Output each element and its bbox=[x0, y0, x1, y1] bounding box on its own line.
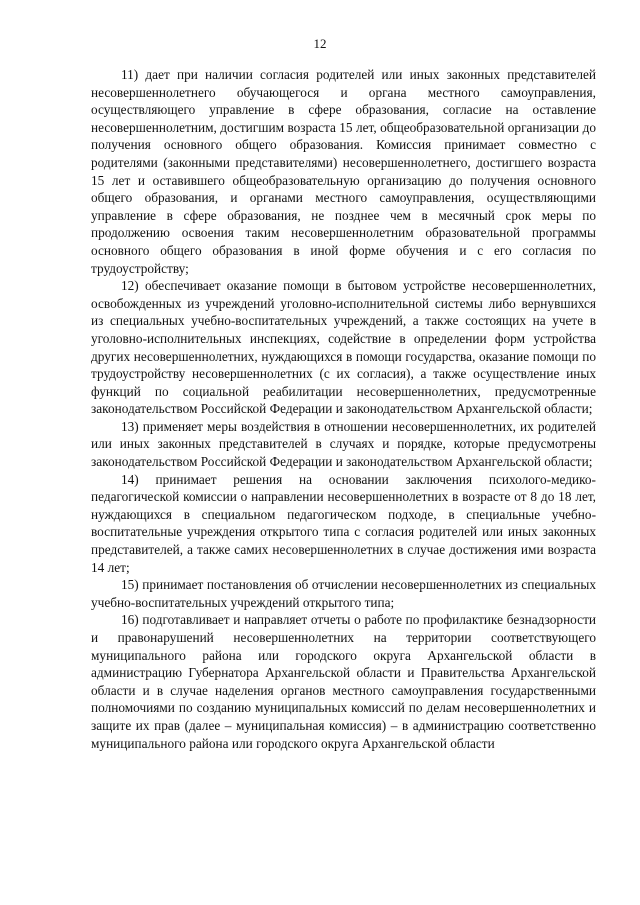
paragraph-item-11: 11) дает при наличии согласия родителей или иных законных представителей несовершеннолетнего обучающегося и органа местного самоуправления, осуществляющего управление в сфере образования, согласие на оставление несовершеннолетним, достигшим возраста 15 лет, общеобразовательной организации до получения основного общего образования. Комиссия принимает совместно с родителями (законными представителями) несовершеннолетнего, достигшего возраста 15 лет и оставившего общеобразовательную организацию до получения основного общего образования, и органами местного самоуправления, осуществляющими управление в сфере образования, не позднее чем в месячный срок меры по продолжению освоения таким несовершеннолетним образовательной программы основного общего образования в иной форме обучения и с его согласия по трудоустройству; bbox=[91, 67, 596, 276]
paragraph-item-14: 14) принимает решения на основании заключения психолого-медико-педагогической комиссии о направлении несовершеннолетних в возрасте от 8 до 18 лет, нуждающихся в специальном педагогическом подходе, в специальные учебно-воспитательные учреждения открытого типа с согласия родителей или иных законных представителей, а также самих несовершеннолетних в случае достижения ими возраста 14 лет; bbox=[91, 471, 596, 575]
paragraph-item-16: 16) подготавливает и направляет отчеты о работе по профилактике безнадзорности и правонарушений несовершеннолетних на территории соответствующего муниципального района или городского округа Архангельской области в администрацию Губернатора Архангельской области и Правительства Архангельской области и в случае наделения органов местного самоуправления государственными полномочиями по созданию муниципальных комиссий по делам несовершеннолетних и защите их прав (далее – муниципальная комиссия) – в администрацию соответственно муниципального района или городского округа Архангельской области bbox=[91, 612, 596, 751]
paragraph-item-13: 13) применяет меры воздействия в отношении несовершеннолетних, их родителей или иных законных представителей в случаях и порядке, которые предусмотрены законодательством Российской Федерации и законодательством Архангельской области; bbox=[91, 418, 596, 470]
page-number: 12 bbox=[313, 36, 327, 51]
paragraph-item-12: 12) обеспечивает оказание помощи в бытовом устройстве несовершеннолетних, освобожденных из учреждений уголовно-исполнительной системы либо вернувшихся из специальных учебно-воспитательных учреждений, а также состоящих на учете в уголовно-исполнительных инспекциях, содействие в определении форм устройства других несовершеннолетних, нуждающихся в помощи государства, оказание помощи по трудоустройству несовершеннолетних (с их согласия), а также осуществление иных функций по социальной реабилитации несовершеннолетних, предусмотренные законодательством Российской Федерации и законодательством Архангельской области; bbox=[91, 278, 596, 417]
document-body bbox=[91, 66, 596, 752]
paragraph-item-15: 15) принимает постановления об отчислении несовершеннолетних из специальных учебно-воспитательных учреждений открытого типа; bbox=[91, 577, 596, 610]
